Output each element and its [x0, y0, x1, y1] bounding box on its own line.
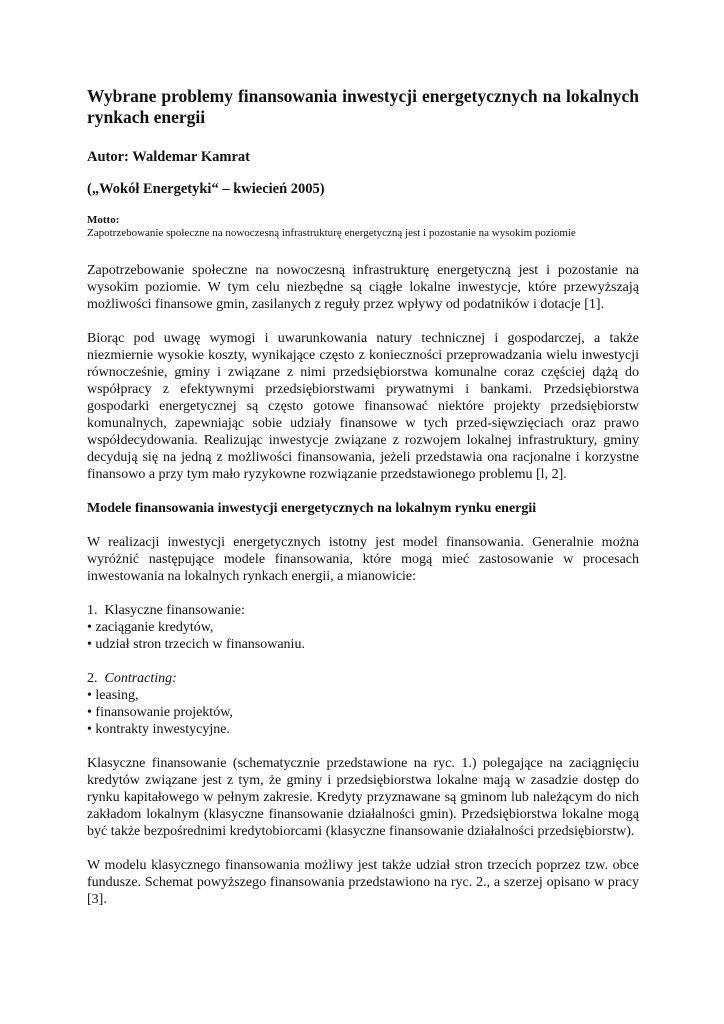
list-title [87, 670, 639, 687]
list-title-text: Contracting: [104, 671, 177, 686]
paragraph-4: Klasyczne finansowanie (schematycznie przedstawione na ryc. 1.) polegające na zaciągnięciu kredytów związane jest z tym, że gminy i przedsiębiorstwa lokalne mają w zasadzie dostęp do rynku kapitałowego w pełnym zakresie. Kredyty przyznawane są gminom lub należącym do nich zakładom lokalnym (klasyczne finansowanie działalności gmin). Przedsiębiorstwa lokalne mogą być także bezpośrednimi kredytobiorcami (klasyczne finansowanie działalności przedsiębiorstw). [87, 756, 639, 839]
paragraph-2: Biorąc pod uwagę wymogi i uwarunkowania natury technicznej i gospodarczej, a także niezmiernie wysokie koszty, wynikające często z konieczności przeprowadzania wielu inwestycji równocześnie, gminy i związane z nimi przedsiębiorstwa komunalne coraz częściej dążą do współpracy z efektywnymi przedsiębiorstwami prywatnymi i bankami. Przedsiębiorstwa gospodarki energetycznej są często gotowe finansować niektóre projekty przedsiębiorstw komunalnych, zapewniając sobie udziały finansowe w tych przed-sięwzięciach oraz prawo współdecydowania. Realizując inwestycje związane z rozwojem lokalnej infrastruktury, gminy decydują się na jedną z możliwości finansowania, jeżeli przedstawia ona racjonalne i korzystne finansowo a przy tym mało ryzykowne rozwiązanie przedstawionego problemu [l, 2]. [87, 331, 639, 482]
list-title-text: Klasyczne finansowanie: [104, 603, 245, 618]
list-item: • finansowanie projektów, [87, 705, 233, 720]
list-contracting [87, 670, 639, 738]
document-title: Wybrane problemy finansowania inwestycji energetycznych na lokalnych rynkach energii [87, 86, 639, 127]
list-item: • leasing, [87, 688, 139, 703]
motto-text: Zapotrzebowanie społeczne na nowoczesną infrastrukturę energetyczną jest i pozostanie na wysokim poziomie [87, 227, 576, 239]
document-page [87, 86, 639, 908]
author-line: Autor: Waldemar Kamrat [87, 149, 250, 165]
motto-label: Motto: [87, 214, 120, 226]
list-number: 2. [87, 671, 98, 686]
list-item: • kontrakty inwestycyjne. [87, 722, 230, 737]
list-classic-financing [87, 602, 639, 653]
list-item: • udział stron trzecich w finansowaniu. [87, 637, 305, 652]
paragraph-3: W realizacji inwestycji energetycznych istotny jest model finansowania. Generalnie można wyróżnić następujące modele finansowania, które mogą mieć zastosowanie w procesach inwestowania na lokalnych rynkach energii, a mianowicie: [87, 535, 639, 584]
paragraph-1: Zapotrzebowanie społeczne na nowoczesną infrastrukturę energetyczną jest i pozostanie na wysokim poziomie. W tym celu niezbędne są ciągłe lokalne inwestycje, które przewyższają możliwości finansowe gmin, zasilanych z reguły przez wpływy od podatników i dotacje [1]. [87, 263, 639, 312]
section-heading: Modele finansowania inwestycji energetycznych na lokalnym rynku energii [87, 501, 537, 516]
list-title [87, 602, 639, 619]
motto-block [87, 214, 639, 240]
list-number: 1. [87, 603, 98, 618]
list-item: • zaciąganie kredytów, [87, 620, 214, 635]
paragraph-5: W modelu klasycznego finansowania możliwy jest także udział stron trzecich poprzez tzw. obce fundusze. Schemat powyższego finansowania przedstawiono na ryc. 2., a szerzej opisano w pracy [3]. [87, 858, 639, 907]
source-line: („Wokół Energetyki“ – kwiecień 2005) [87, 181, 325, 197]
